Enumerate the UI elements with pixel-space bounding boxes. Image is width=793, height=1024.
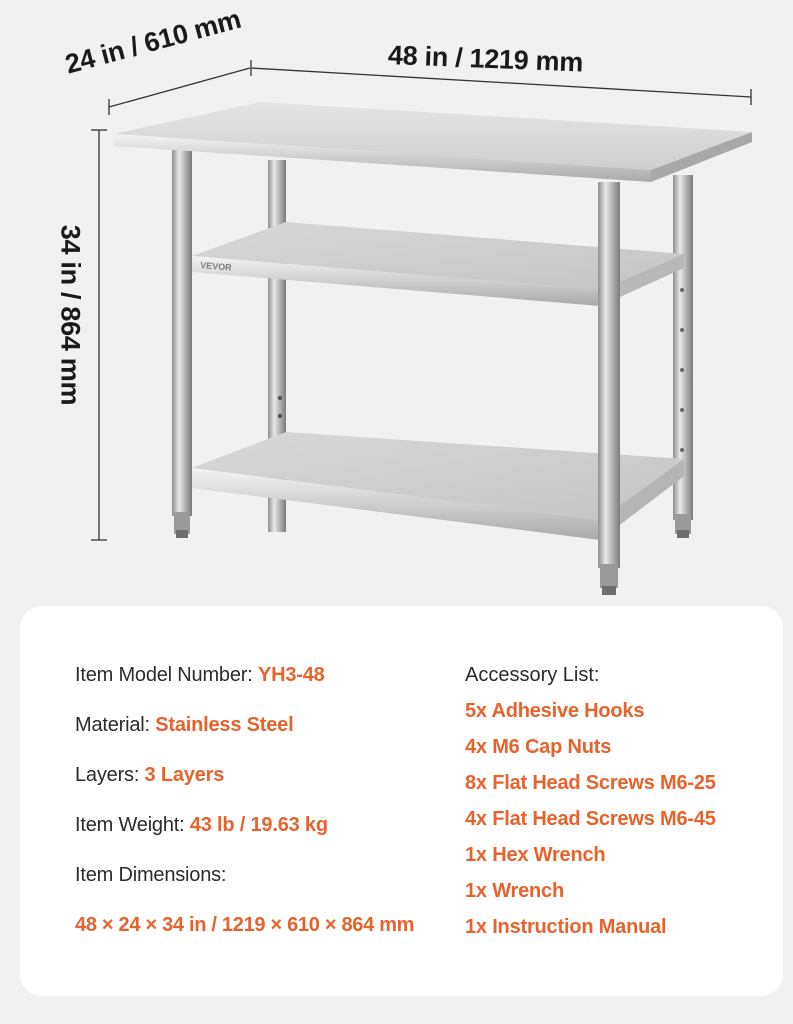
accessory-item: 8x Flat Head Screws M6-25 [465, 772, 716, 794]
accessory-item: 5x Adhesive Hooks [465, 700, 645, 722]
spec-model-value: YH3-48 [257, 664, 325, 686]
front-left-leg [172, 150, 192, 516]
accessory-list-title: Accessory List: [465, 664, 600, 686]
spec-list [75, 662, 475, 938]
front-right-leg [598, 182, 620, 568]
spec-dimensions-label: Item Dimensions: [75, 864, 227, 886]
brand-logo: VEVOR [199, 260, 233, 273]
spec-dimensions-value: 48 × 24 × 34 in / 1219 × 610 × 864 mm [75, 914, 415, 936]
spec-weight-label: Item Weight: [75, 814, 190, 836]
width-dimension-label: 48 in / 1219 mm [387, 40, 584, 78]
spec-layers [75, 762, 475, 812]
accessory-list [465, 662, 775, 950]
spec-model [75, 662, 475, 712]
spec-dimensions [75, 862, 475, 912]
spec-layers-label: Layers: [75, 764, 145, 786]
accessory-item: 1x Hex Wrench [465, 844, 606, 866]
spec-material-value: Stainless Steel [155, 714, 294, 736]
spec-material [75, 712, 475, 762]
height-dimension-label: 34 in / 864 mm [55, 224, 86, 406]
accessory-item: 4x M6 Cap Nuts [465, 736, 612, 758]
spec-layers-value: 3 Layers [144, 764, 225, 786]
spec-model-label: Item Model Number: [75, 664, 258, 686]
foot-front-right [600, 564, 618, 588]
depth-dimension-label: 24 in / 610 mm [61, 3, 245, 80]
spec-card [20, 606, 783, 996]
spec-material-label: Material: [75, 714, 156, 736]
accessory-item: 4x Flat Head Screws M6-45 [465, 808, 716, 830]
spec-weight [75, 812, 475, 862]
accessory-item: 1x Wrench [465, 880, 564, 902]
accessory-item: 1x Instruction Manual [465, 916, 667, 938]
spec-weight-value: 43 lb / 19.63 kg [189, 814, 328, 836]
